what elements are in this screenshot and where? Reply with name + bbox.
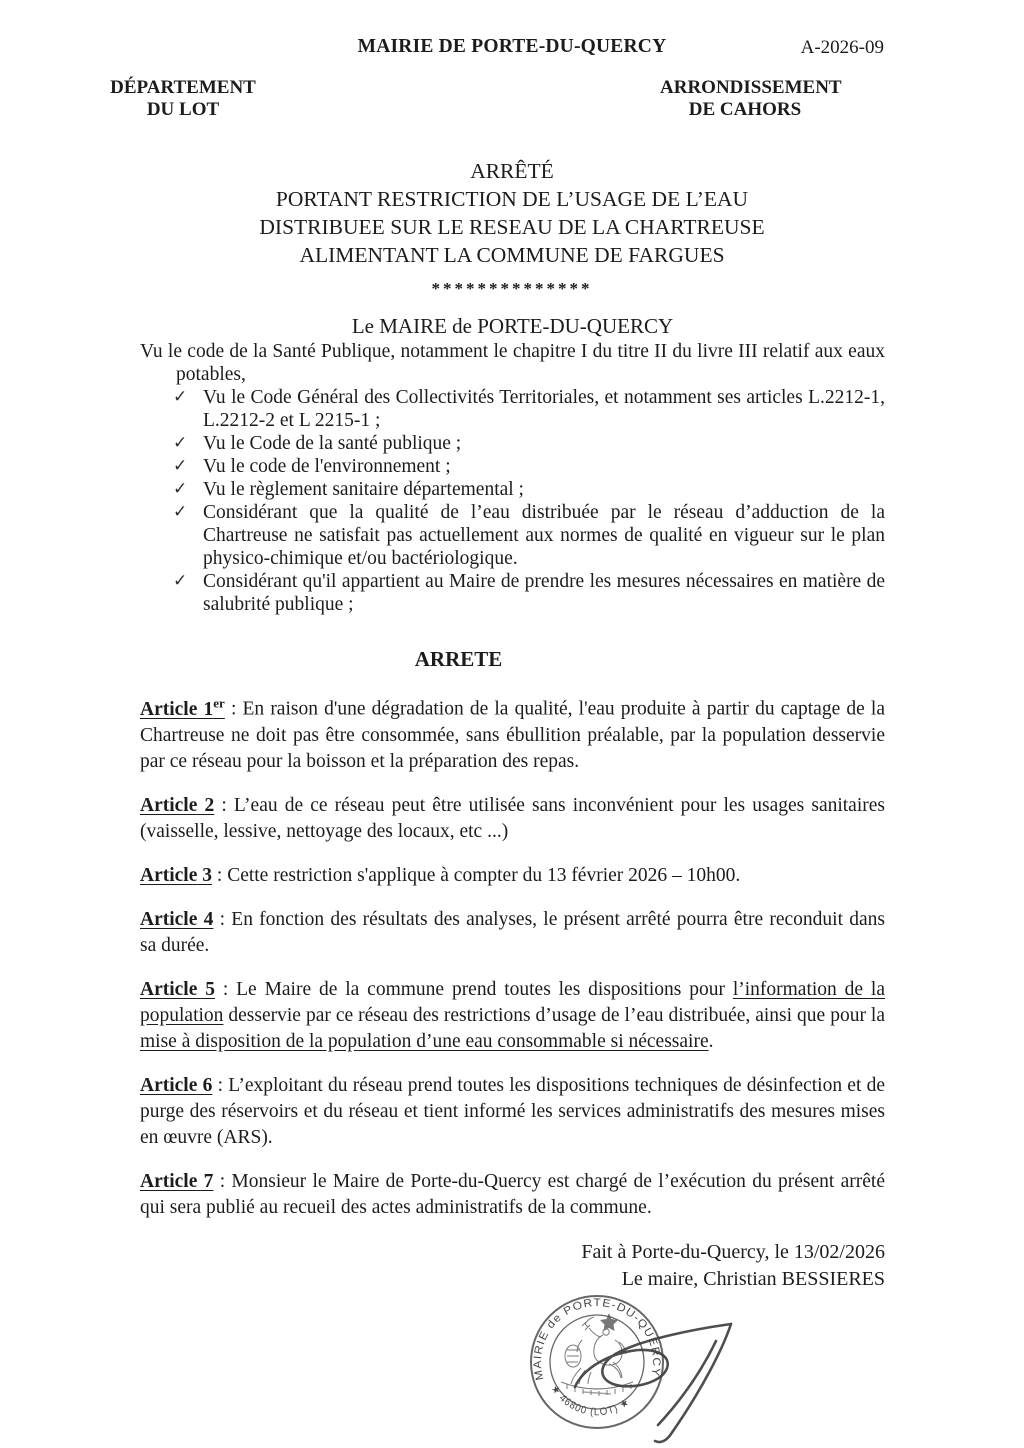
article-2: Article 2 : L’eau de ce réseau peut être utilisée sans inconvénient pour les usages sanitaires (vaisselle, lessive, nettoyage des locaux, etc ...) — [140, 794, 885, 842]
list-item — [140, 432, 885, 455]
check-icon: ✓ — [173, 387, 188, 407]
document-title — [0, 157, 1024, 303]
check-icon: ✓ — [173, 479, 188, 499]
list-item — [140, 501, 885, 570]
list-item-text: Vu le Code Général des Collectivités Territoriales, et notamment ses articles L.2212-1, L.2212-2 et L 2215-1 ; — [203, 387, 885, 431]
signature-place-date: Fait à Porte-du-Quercy, le 13/02/2026 — [581, 1240, 885, 1263]
check-icon: ✓ — [173, 456, 188, 476]
article-1-label: Article 1er — [140, 695, 225, 720]
article-3-label: Article 3 — [140, 864, 213, 886]
seal-text-bottom: ★ 46800 (LOT) ★ — [548, 1383, 633, 1419]
check-icon: ✓ — [173, 571, 188, 591]
check-icon: ✓ — [173, 433, 188, 453]
article-2-label: Article 2 — [140, 794, 215, 816]
title-line-4: ALIMENTANT LA COMMUNE DE FARGUES — [299, 243, 725, 267]
list-item-text: Vu le code de l'environnement ; — [203, 456, 451, 477]
arrondissement-line2: DE CAHORS — [688, 99, 802, 120]
article-1: Article 1er : En raison d'une dégradation de la qualité, l'eau produite à partir du captage de la Chartreuse ne doit pas être consommée, sans ébullition préalable, par la population desservie par ce réseau pour la boisson et la préparation des repas. — [140, 695, 885, 772]
considerations-list — [140, 386, 885, 616]
list-item — [140, 570, 885, 616]
article-7: Article 7 : Monsieur le Maire de Porte-du-Quercy est chargé de l’exécution du présent arrêté qui sera publié au recueil des actes administratifs de la commune. — [140, 1170, 885, 1218]
article-4-label: Article 4 — [140, 908, 214, 930]
article-7-label: Article 7 — [140, 1170, 214, 1192]
arrondissement-line1: ARRONDISSEMENT — [660, 77, 842, 98]
seal-text-top: MAIRIE de PORTE-DU-QUERCY — [531, 1297, 663, 1382]
article-2-text: L’eau de ce réseau peut être utilisée sans inconvénient pour les usages sanitaires (vaisselle, lessive, nettoyage des locaux, etc ...) — [140, 794, 885, 842]
article-4-text: En fonction des résultats des analyses, le présent arrêté pourra être reconduit dans sa durée. — [140, 908, 885, 956]
article-5-underlined-1: l’information de la population — [140, 978, 886, 1026]
list-item — [140, 455, 885, 478]
reference-number: A-2026-09 — [800, 37, 884, 58]
seal-emblem-marianne — [561, 1313, 633, 1396]
list-item-text: Vu le règlement sanitaire départemental ; — [203, 479, 524, 500]
list-item — [140, 386, 885, 432]
signature-signatory: Le maire, Christian BESSIERES — [621, 1267, 885, 1290]
article-3-text: Cette restriction s'applique à compter du 13 février 2026 – 10h00. — [227, 864, 741, 886]
mayor-heading: Le MAIRE de PORTE-DU-QUERCY — [351, 314, 674, 338]
title-line-1: ARRÊTÉ — [470, 159, 554, 183]
departement-line1: DÉPARTEMENT — [110, 77, 256, 98]
article-6-label: Article 6 — [140, 1074, 213, 1096]
article-7-text: Monsieur le Maire de Porte-du-Quercy est chargé de l’exécution du présent arrêté qui sera publié au recueil des actes administratifs de la commune. — [140, 1170, 885, 1218]
article-6: Article 6 : L’exploitant du réseau prend toutes les dispositions techniques de désinfection et de purge des réservoirs et du réseau et tient informé les services administratifs des mesures mises en œuvre (ARS). — [140, 1074, 885, 1148]
article-5-label: Article 5 — [140, 978, 215, 1000]
departement-block — [110, 77, 256, 121]
article-5: Article 5 : Le Maire de la commune prend toutes les dispositions pour l’information de la population desservie par ce réseau des restrictions d’usage de l’eau distribuée, ainsi que pour la mise à disposition de la population d’une eau consommable si nécessaire. — [140, 978, 886, 1052]
list-item-text: Considérant que la qualité de l’eau distribuée par le réseau d’adduction de la Chartreuse ne satisfait pas actuellement aux normes de qualité en vigueur sur le plan physico-chimique et/ou bactériologique. — [203, 502, 885, 569]
article-6-text: L’exploitant du réseau prend toutes les dispositions techniques de désinfection et de purge des réservoirs et du réseau et tient informé les services administratifs des mesures mises en œuvre (ARS). — [140, 1074, 885, 1148]
preamble-intro: Vu le code de la Santé Publique, notamment le chapitre I du titre II du livre III relatif aux eaux potables, — [140, 341, 885, 385]
body-column — [140, 314, 885, 1293]
article-1-text: En raison d'une dégradation de la qualité, l'eau produite à partir du captage de la Chartreuse ne doit pas être consommée, sans ébullition préalable, par la population desservie par ce réseau pour la boisson et la préparation des repas. — [140, 698, 885, 772]
svg-text:MAIRIE de PORTE-DU-QUERCY — [532, 1297, 662, 1381]
list-item-text: Vu le Code de la santé publique ; — [203, 433, 462, 454]
arrondissement-block — [660, 77, 842, 121]
article-5-underlined-2: mise à disposition de la population d’une eau consommable si nécessaire — [140, 1030, 709, 1052]
title-line-2: PORTANT RESTRICTION DE L’USAGE DE L’EAU — [275, 187, 749, 211]
article-4: Article 4 : En fonction des résultats des analyses, le présent arrêté pourra être reconduit dans sa durée. — [140, 908, 885, 956]
list-item — [140, 478, 885, 501]
list-item-text: Considérant qu'il appartient au Maire de prendre les mesures nécessaires en matière de salubrité publique ; — [203, 571, 885, 615]
departement-line2: DU LOT — [146, 99, 220, 120]
official-stamp — [523, 1284, 803, 1448]
check-icon: ✓ — [173, 502, 188, 522]
title-line-3: DISTRIBUEE SUR LE RESEAU DE LA CHARTREUSE — [259, 215, 765, 239]
mairie-title: MAIRIE DE PORTE-DU-QUERCY — [357, 36, 667, 57]
asterisk-separator: ************** — [431, 279, 593, 298]
article-5-text: Le Maire de la commune prend toutes les dispositions pour — [236, 978, 733, 1000]
decision-heading: ARRETE — [414, 647, 503, 671]
article-3: Article 3 : Cette restriction s'applique à compter du 13 février 2026 – 10h00. — [140, 864, 741, 886]
